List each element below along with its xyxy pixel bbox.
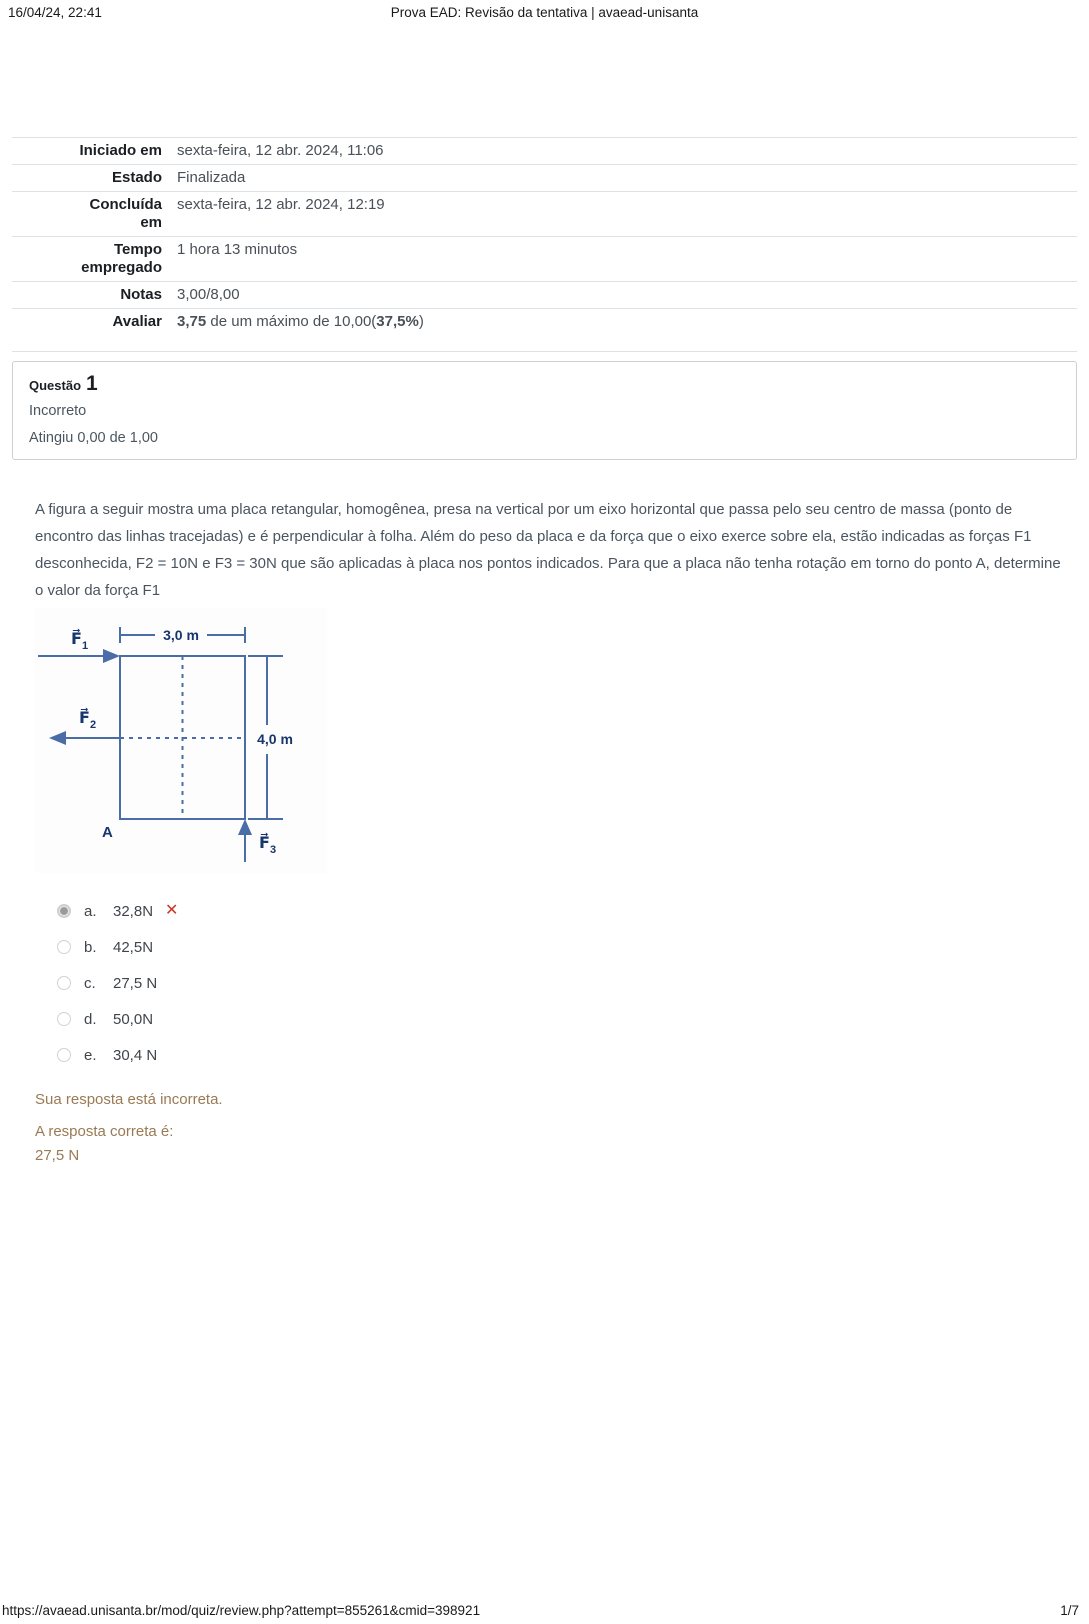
question-state: Incorreto [29,403,87,419]
option-c [57,965,1077,1001]
incorrect-x-icon: ✕ [165,902,179,919]
option-text: 42,5N [113,938,154,956]
question-points: Atingiu 0,00 de 1,00 [29,430,158,446]
grade-middle-text: de um máximo de 10,00( [206,313,377,330]
row-label: Iniciado em [12,138,176,165]
print-page-number: 1/7 [1060,1603,1079,1618]
f3-label: $F⃗_3$ [259,835,277,856]
row-value [176,309,1077,336]
print-datetime: 16/04/24, 22:41 [8,5,102,20]
option-letter: d. [84,1010,97,1028]
option-a-radio[interactable] [57,904,71,918]
quiz-review-content [12,137,1077,1165]
row-value: 1 hora 13 minutos [176,237,1077,282]
question-info-box [12,361,1077,460]
option-text: 27,5 N [113,974,158,992]
option-b [57,929,1077,965]
question-text: A figura a seguir mostra uma placa retangular, homogênea, presa na vertical por um eixo horizontal que passa pelo seu centro de massa (ponto de encontro das linhas tracejadas) e é perpendicular à folha. Além do peso da placa e da força que o eixo exerce sobre ela, estão indicadas as forças F1 desconhecida, F2 = 10N e F3 = 30N que são aplicadas à placa nos pontos indicados. Para que a placa não tenha rotação em torno do ponto A, determine o valor da força F1 [35,501,1061,599]
feedback-correct-intro: A resposta correta é: [35,1123,174,1140]
question-number-value: 1 [86,372,98,395]
option-e [57,1037,1077,1073]
table-row [12,282,1077,309]
table-row-grade [12,309,1077,336]
f3-arrowhead [238,819,252,835]
grade-value: 3,75 [177,313,207,330]
question-figure [35,608,327,873]
table-row [12,237,1077,282]
question-number [29,373,1060,397]
f2-label: $F⃗_2$ [79,710,97,731]
option-e-radio[interactable] [57,1048,71,1062]
option-text: 30,4 N [113,1046,158,1064]
row-label: Estado [12,165,176,192]
row-label: Tempo empregado [12,237,176,282]
attempt-summary-table [12,137,1077,335]
option-letter: a. [84,902,97,920]
question-feedback [35,1091,1077,1165]
width-dimension-label: 3,0 m [163,627,199,643]
f2-arrowhead [49,731,66,745]
option-b-radio[interactable] [57,940,71,954]
answer-options [57,893,1077,1073]
feedback-correct-answer: 27,5 N [35,1147,80,1164]
option-a [57,893,1077,929]
question-number-label: Questão [29,378,82,393]
table-row [12,192,1077,237]
option-text: 50,0N [113,1010,154,1028]
option-d [57,1001,1077,1037]
grade-percent: 37,5% [376,313,419,330]
divider [12,351,1077,352]
feedback-incorrect-text: Sua resposta está incorreta. [35,1091,223,1108]
option-d-radio[interactable] [57,1012,71,1026]
option-letter: e. [84,1046,97,1064]
row-label: Concluída em [12,192,176,237]
option-text: 32,8N [113,902,154,920]
option-c-radio[interactable] [57,976,71,990]
row-label: Notas [12,282,176,309]
table-row [12,138,1077,165]
row-value: sexta-feira, 12 abr. 2024, 11:06 [176,138,1077,165]
print-header [0,0,1089,20]
f1-arrowhead [103,649,120,663]
height-dimension-label: 4,0 m [257,731,293,747]
f1-label: $F⃗_1$ [71,631,89,652]
print-url: https://avaead.unisanta.br/mod/quiz/review.php?attempt=855261&cmid=398921 [2,1603,481,1618]
print-title: Prova EAD: Revisão da tentativa | avaead-unisanta [390,5,699,20]
table-row [12,165,1077,192]
option-letter: c. [84,974,96,992]
row-value: sexta-feira, 12 abr. 2024, 12:19 [176,192,1077,237]
row-value: 3,00/8,00 [176,282,1077,309]
print-footer [2,1603,1079,1618]
plate-forces-diagram [35,608,327,868]
point-a-label: A [102,824,113,841]
row-label: Avaliar [12,309,176,336]
row-value: Finalizada [176,165,1077,192]
option-letter: b. [84,938,97,956]
grade-suffix: ) [418,313,424,330]
